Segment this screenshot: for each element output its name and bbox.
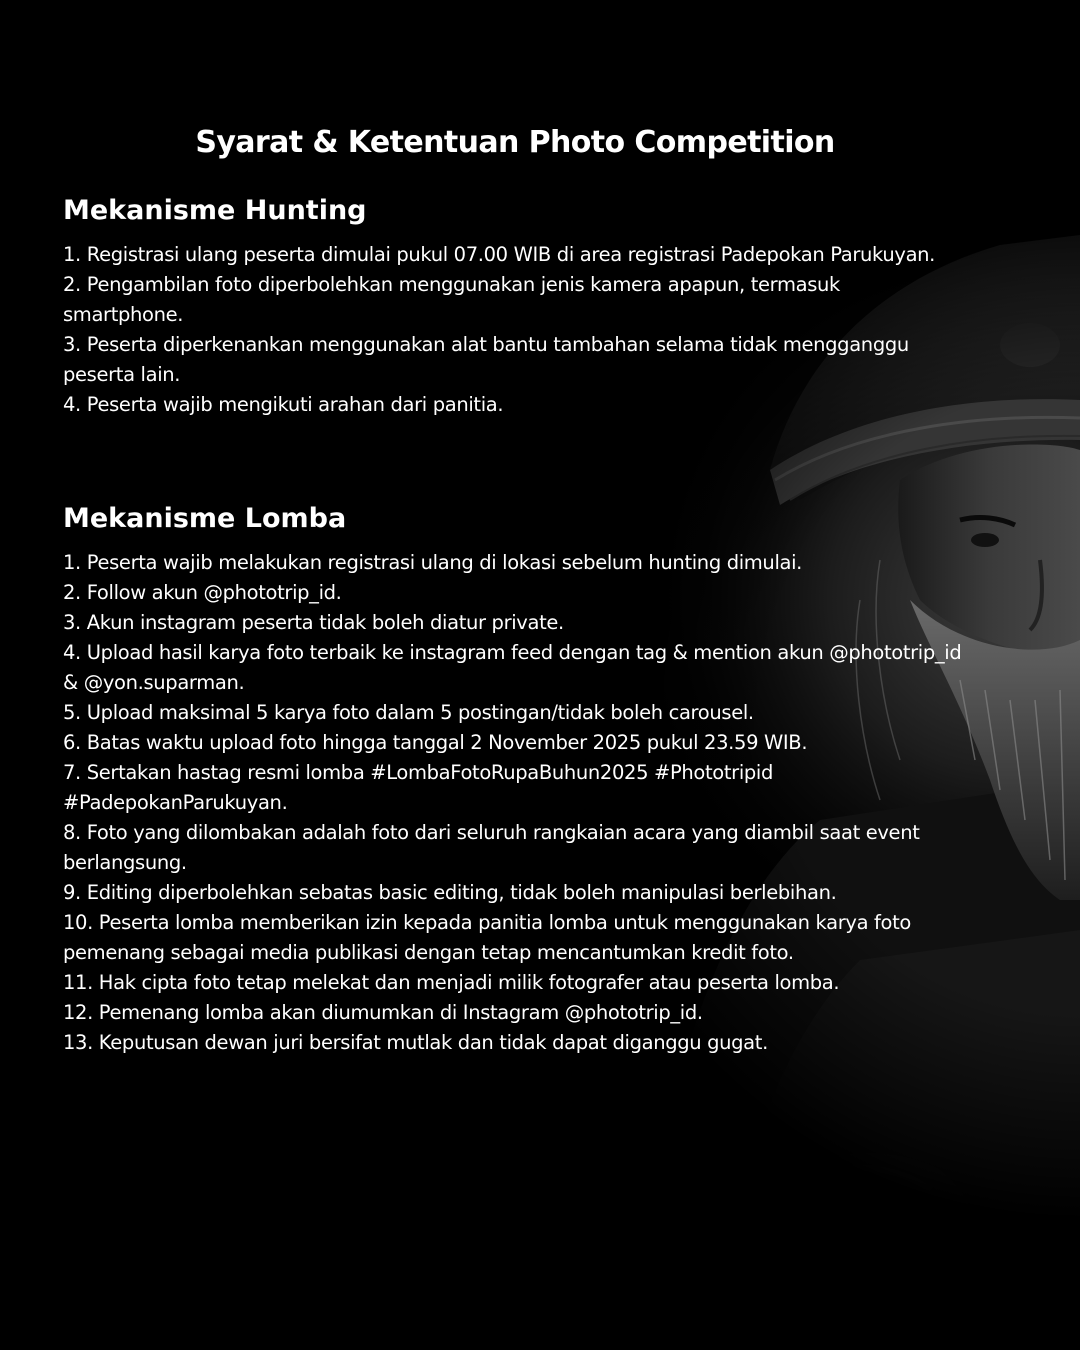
rules-list <box>63 548 963 1058</box>
list-item: 1. Registrasi ulang peserta dimulai pukul 07.00 WIB di area registrasi Padepokan Parukuyan. <box>63 243 936 266</box>
page-title: Syarat & Ketentuan Photo Competition <box>195 125 835 161</box>
list-item: 11. Hak cipta foto tetap melekat dan menjadi milik fotografer atau peserta lomba. <box>63 971 840 994</box>
section-heading: Mekanisme Lomba <box>63 503 347 534</box>
list-item: 4. Upload hasil karya foto terbaik ke instagram feed dengan tag & mention akun @phototrip_id & @yon.suparman. <box>63 641 962 694</box>
section-mekanisme-hunting <box>63 192 963 420</box>
list-item: 13. Keputusan dewan juri bersifat mutlak dan tidak dapat diganggu gugat. <box>63 1031 768 1054</box>
list-item: 9. Editing diperbolehkan sebatas basic editing, tidak boleh manipulasi berlebihan. <box>63 881 837 904</box>
section-mekanisme-lomba <box>63 500 963 1058</box>
list-item: 1. Peserta wajib melakukan registrasi ulang di lokasi sebelum hunting dimulai. <box>63 551 803 574</box>
list-item: 10. Peserta lomba memberikan izin kepada panitia lomba untuk menggunakan karya foto pemenang sebagai media publikasi dengan tetap mencantumkan kredit foto. <box>63 911 911 964</box>
list-item: 4. Peserta wajib mengikuti arahan dari panitia. <box>63 393 504 416</box>
section-heading: Mekanisme Hunting <box>63 195 367 226</box>
rules-list <box>63 240 963 420</box>
list-item: 5. Upload maksimal 5 karya foto dalam 5 postingan/tidak boleh carousel. <box>63 701 754 724</box>
list-item: 2. Follow akun @phototrip_id. <box>63 581 342 604</box>
list-item: 3. Akun instagram peserta tidak boleh diatur private. <box>63 611 564 634</box>
list-item: 7. Sertakan hastag resmi lomba #LombaFotoRupaBuhun2025 #Phototripid #PadepokanParukuyan. <box>63 761 774 814</box>
list-item: 6. Batas waktu upload foto hingga tanggal 2 November 2025 pukul 23.59 WIB. <box>63 731 808 754</box>
list-item: 2. Pengambilan foto diperbolehkan menggunakan jenis kamera apapun, termasuk smartphone. <box>63 273 840 326</box>
list-item: 12. Pemenang lomba akan diumumkan di Instagram @phototrip_id. <box>63 1001 703 1024</box>
list-item: 3. Peserta diperkenankan menggunakan alat bantu tambahan selama tidak mengganggu peserta lain. <box>63 333 909 386</box>
list-item: 8. Foto yang dilombakan adalah foto dari seluruh rangkaian acara yang diambil saat event berlangsung. <box>63 821 920 874</box>
